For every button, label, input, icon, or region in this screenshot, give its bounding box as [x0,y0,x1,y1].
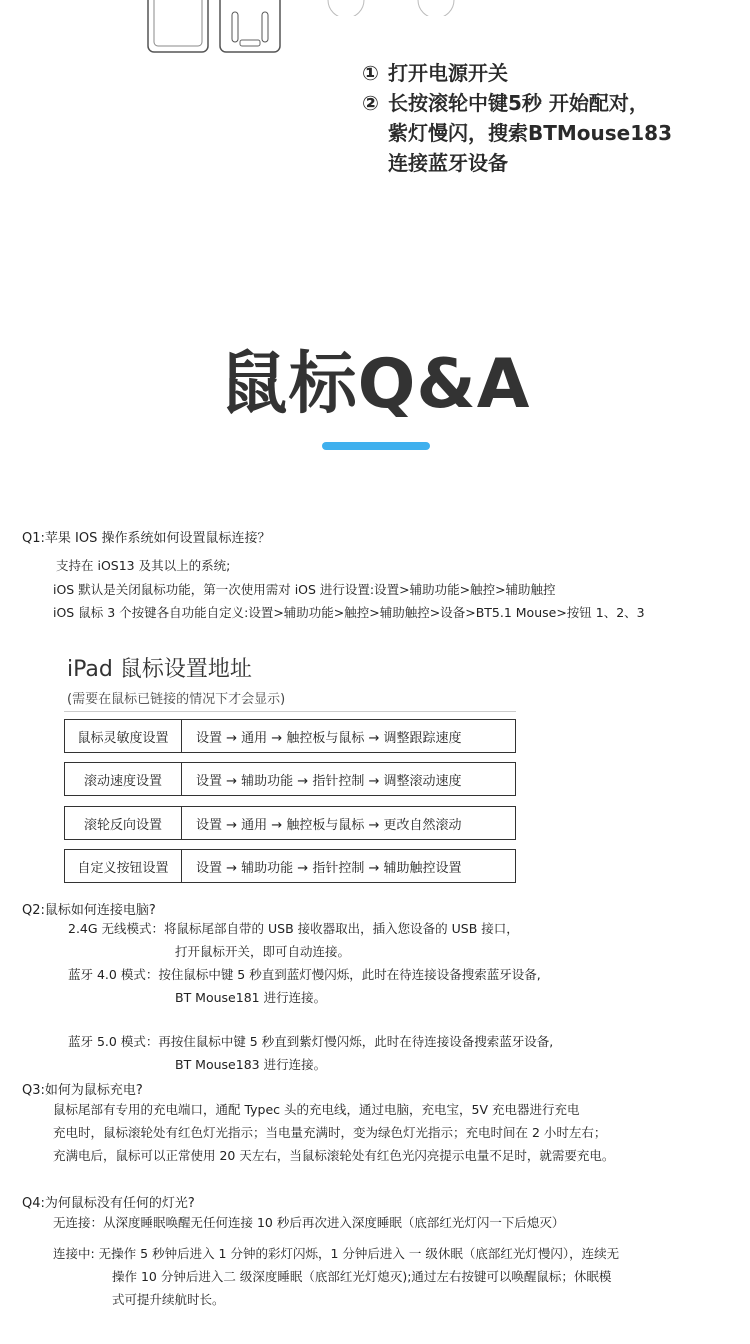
step-number: ① [362,61,379,85]
q4-line-3: 操作 10 分钟后进入二 级深度睡眠（底部红光灯熄灭);通过左右按键可以唤醒鼠标；休眠模 [112,1269,612,1284]
step-text: 长按滚轮中键5秒 开始配对， 紫灯慢闪，搜索BTMouse183 连接蓝牙设备 [388,91,672,175]
q1-question: Q1:苹果 IOS 操作系统如何设置鼠标连接？ [22,531,271,546]
q4-question: Q4:为何鼠标没有任何的灯光? [22,1196,195,1211]
q2-line-6: BT Mouse183 进行连接。 [175,1057,327,1072]
heading-underline [322,442,430,450]
setting-name: 滚动速度设置 [65,763,182,795]
q2-question: Q2:鼠标如何连接电脑? [22,903,156,918]
setting-path: 设置 → 通用 → 触控板与鼠标 → 调整跟踪速度 [196,730,462,746]
step-2 [362,88,742,178]
pairing-steps [362,58,742,178]
settings-row [64,762,516,796]
q1-line-2: iOS 默认是关闭鼠标功能，第一次使用需对 iOS 进行设置:设置>辅助功能>触控>辅助触控 [53,582,556,597]
step-text: 打开电源开关 [388,61,508,85]
qa-heading: 鼠标Q&A [219,345,531,424]
q1-line-1: 支持在 iOS13 及其以上的系统; [56,558,231,573]
setting-path: 设置 → 辅助功能 → 指针控制 → 调整滚动速度 [196,773,462,789]
q3-question: Q3:如何为鼠标充电? [22,1083,143,1098]
q3-line-3: 充满电后，鼠标可以正常使用 20 天左右，当鼠标滚轮处有红色光闪亮提示电量不足时，就需要充电。 [53,1148,615,1163]
settings-row [64,806,516,840]
q4-line-2: 连接中: 无操作 5 秒钟后进入 1 分钟的彩灯闪烁，1 分钟后进入 一 级休眠（底部红光灯慢闪），连续无 [53,1246,620,1261]
setting-name: 滚轮反向设置 [65,807,182,839]
q1-line-3: iOS 鼠标 3 个按键各自功能自定义:设置>辅助功能>触控>辅助触控>设备>BT5.1 Mouse>按钮 1、2、3 [53,605,645,620]
q3-line-1: 鼠标尾部有专用的充电端口，通配 Typec 头的充电线，通过电脑，充电宝，5V 充电器进行充电 [53,1102,580,1117]
q4-line-1: 无连接：从深度睡眠唤醒无任何连接 10 秒后再次进入深度睡眠（底部红光灯闪一下后熄灭） [53,1215,565,1230]
settings-row [64,719,516,753]
step-number: ② [362,91,379,115]
q2-line-4: BT Mouse181 进行连接。 [175,990,327,1005]
button-circle-icons [318,0,478,16]
q4-line-4: 式可提升续航时长。 [112,1292,225,1307]
q2-line-5: 蓝牙 5.0 模式：再按住鼠标中键 5 秒直到紫灯慢闪烁，此时在待连接设备搜索蓝牙设备, [68,1034,554,1049]
q2-line-1: 2.4G 无线模式：将鼠标尾部自带的 USB 接收器取出，插入您设备的 USB 接口， [68,921,519,936]
setting-path: 设置 → 辅助功能 → 指针控制 → 辅助触控设置 [196,860,462,876]
q2-line-3: 蓝牙 4.0 模式：按住鼠标中键 5 秒直到蓝灯慢闪烁，此时在待连接设备搜索蓝牙设备, [68,967,541,982]
q3-line-2: 充电时，鼠标滚轮处有红色灯光指示；当电量充满时，变为绿色灯光指示；充电时间在 2 小时左右； [53,1125,607,1140]
setting-name: 鼠标灵敏度设置 [65,720,182,752]
ipad-settings-subtitle: (需要在鼠标已链接的情况下才会显示) [67,692,286,707]
step-1 [362,58,742,88]
ipad-settings-title: iPad 鼠标设置地址 [67,657,252,682]
setting-path: 设置 → 通用 → 触控板与鼠标 → 更改自然滚动 [196,817,462,833]
q2-line-2: 打开鼠标开关，即可自动连接。 [175,944,351,959]
mouse-illustration [140,0,320,60]
divider [64,711,516,712]
settings-row [64,849,516,883]
setting-name: 自定义按钮设置 [65,850,182,882]
